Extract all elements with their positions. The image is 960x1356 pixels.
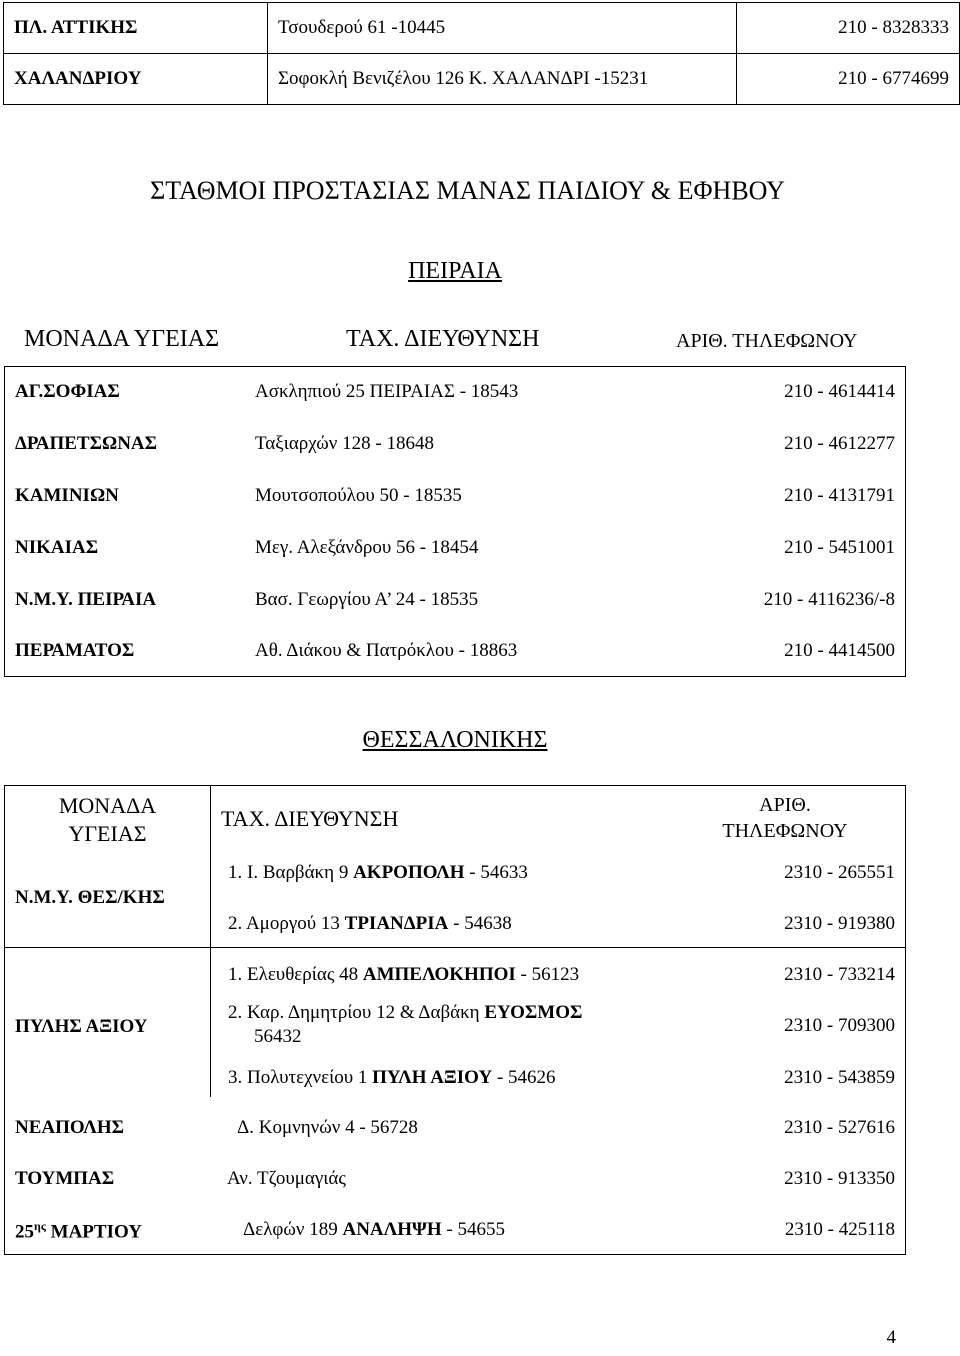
address-postcode: - 54633	[464, 862, 528, 883]
address-text: 3. Πολυτεχνείου 1	[228, 1067, 373, 1088]
unit-address	[228, 913, 512, 935]
address-area: ΑΚΡΟΠΟΛΗ	[353, 862, 465, 883]
table-row	[5, 471, 905, 523]
header-phone: ΑΡΙΘ. ΤΗΛΕΦΩΝΟΥ	[676, 330, 858, 352]
address-postcode: - 56123	[515, 964, 580, 985]
address-postcode: - 54626	[492, 1067, 556, 1088]
top-contact-table	[3, 2, 960, 105]
header-unit-line1: ΜΟΝΑΔΑ	[58, 793, 157, 818]
unit-phone: 2310 - 913350	[784, 1168, 895, 1189]
unit-name: ΔΡΑΠΕΤΣΩΝΑΣ	[15, 433, 158, 454]
unit-phone: 210 - 8328333	[737, 3, 960, 54]
column-divider	[210, 786, 211, 1097]
unit-phone: 210 - 4131791	[784, 485, 895, 506]
unit-name: ΝΙΚΑΙΑΣ	[15, 537, 99, 558]
address-text: 1. Ι. Βαρβάκη 9	[228, 862, 354, 883]
unit-address	[228, 1001, 582, 1049]
unit-address: Αν. Τζουμαγιάς	[227, 1168, 346, 1189]
table-row	[5, 575, 905, 627]
thessaloniki-table	[4, 785, 906, 1255]
table-row	[5, 626, 905, 678]
unit-name-suffix: ης	[34, 1219, 46, 1233]
table-row	[4, 3, 960, 54]
unit-phone: 210 - 4116236/-8	[763, 589, 895, 610]
page-number: 4	[886, 1327, 896, 1348]
unit-name-text: ΜΑΡΤΙΟΥ	[45, 1221, 142, 1243]
thessaloniki-title: ΘΕΣΣΑΛΟΝΙΚΗΣ	[362, 727, 548, 753]
header-address: ΤΑΧ. ΔΙΕΥΘΥΝΣΗ	[221, 806, 399, 831]
row-divider	[5, 947, 905, 948]
unit-address	[228, 964, 579, 986]
header-address: ΤΑΧ. ΔΙΕΥΘΥΝΣΗ	[346, 326, 540, 352]
unit-phone: 2310 - 709300	[784, 1015, 895, 1036]
piraeus-title: ΠΕΙΡΑΙΑ	[408, 258, 502, 284]
unit-phone: 2310 - 527616	[784, 1117, 895, 1138]
header-unit	[5, 792, 210, 848]
unit-address: Ταξιαρχών 128 - 18648	[255, 433, 434, 454]
table-row	[5, 419, 905, 471]
unit-phone: 210 - 4612277	[784, 433, 895, 454]
unit-address: Μουτσοπούλου 50 - 18535	[255, 485, 462, 506]
unit-phone: 2310 - 265551	[784, 862, 895, 883]
unit-name: ΤΟΥΜΠΑΣ	[15, 1168, 115, 1189]
unit-phone: 210 - 4614414	[784, 381, 895, 402]
address-text: 2. Καρ. Δημητρίου 12 & Δαβάκη	[228, 1002, 485, 1023]
address-text: Δελφών 189	[243, 1219, 343, 1240]
address-area: ΠΥΛΗ ΑΞΙΟΥ	[372, 1067, 493, 1088]
unit-address	[243, 1219, 505, 1241]
unit-address: Βασ. Γεωργίου Α’ 24 - 18535	[255, 589, 479, 610]
unit-phone: 210 - 6774699	[737, 54, 960, 105]
unit-name: Ν.Μ.Υ. ΘΕΣ/ΚΗΣ	[15, 887, 165, 908]
unit-address: Αθ. Διάκου & Πατρόκλου - 18863	[255, 640, 518, 661]
address-area: ΕΥΟΣΜΟΣ	[484, 1002, 583, 1023]
unit-name: ΑΓ.ΣΟΦΙΑΣ	[15, 381, 120, 402]
address-area: ΑΜΠΕΛΟΚΗΠΟΙ	[362, 964, 516, 985]
address-area: ΑΝΑΛΗΨΗ	[342, 1219, 442, 1240]
unit-address: Σοφοκλή Βενιζέλου 126 Κ. ΧΑΛΑΝΔΡΙ -15231	[268, 54, 737, 105]
unit-name: ΝΕΑΠΟΛΗΣ	[15, 1117, 125, 1138]
unit-phone: 2310 - 425118	[784, 1219, 895, 1240]
unit-address: Ασκληπιού 25 ΠΕΙΡΑΙΑΣ - 18543	[255, 381, 519, 402]
table-row	[5, 523, 905, 575]
piraeus-table	[4, 366, 906, 677]
unit-name-number: 25	[15, 1221, 34, 1243]
unit-name	[15, 1219, 142, 1243]
unit-address	[228, 1067, 556, 1089]
unit-name: ΠΥΛΗΣ ΑΞΙΟΥ	[15, 1016, 148, 1037]
address-text: 2. Αμοργού 13	[228, 913, 345, 934]
unit-address: Τσουδερού 61 -10445	[268, 3, 737, 54]
unit-name: ΠΕΡΑΜΑΤΟΣ	[15, 640, 135, 661]
table-row	[5, 367, 905, 419]
unit-address	[228, 862, 528, 884]
header-phone-line1: ΑΡΙΘ.	[759, 794, 811, 816]
unit-phone: 2310 - 733214	[784, 964, 895, 985]
unit-name: ΚΑΜΙΝΙΩΝ	[15, 485, 119, 506]
unit-phone: 210 - 4414500	[784, 640, 895, 661]
header-phone	[685, 792, 885, 844]
address-postcode: - 54638	[448, 913, 512, 934]
header-unit: ΜΟΝΑΔΑ ΥΓΕΙΑΣ	[24, 326, 220, 352]
address-text: 1. Ελευθερίας 48	[228, 964, 363, 985]
unit-name: Ν.Μ.Υ. ΠΕΙΡΑΙΑ	[15, 589, 157, 610]
unit-phone: 210 - 5451001	[784, 537, 895, 558]
address-area: ΤΡΙΑΝΔΡΙΑ	[344, 913, 449, 934]
address-postcode: 56432	[254, 1026, 302, 1047]
unit-phone: 2310 - 919380	[784, 913, 895, 934]
unit-phone: 2310 - 543859	[784, 1067, 895, 1088]
unit-address: Μεγ. Αλεξάνδρου 56 - 18454	[255, 537, 479, 558]
address-postcode: - 54655	[441, 1219, 505, 1240]
header-phone-line2: ΤΗΛΕΦΩΝΟΥ	[722, 820, 848, 842]
table-row	[4, 54, 960, 105]
unit-name: ΠΛ. ΑΤΤΙΚΗΣ	[4, 3, 268, 54]
unit-name: ΧΑΛΑΝΔΡΙΟΥ	[4, 54, 268, 105]
section-title: ΣΤΑΘΜΟΙ ΠΡΟΣΤΑΣΙΑΣ ΜΑΝΑΣ ΠΑΙΔΙΟΥ & ΕΦΗΒΟΥ	[150, 176, 785, 205]
header-unit-line2: ΥΓΕΙΑΣ	[68, 821, 147, 846]
unit-address: Δ. Κομνηνών 4 - 56728	[237, 1117, 418, 1138]
